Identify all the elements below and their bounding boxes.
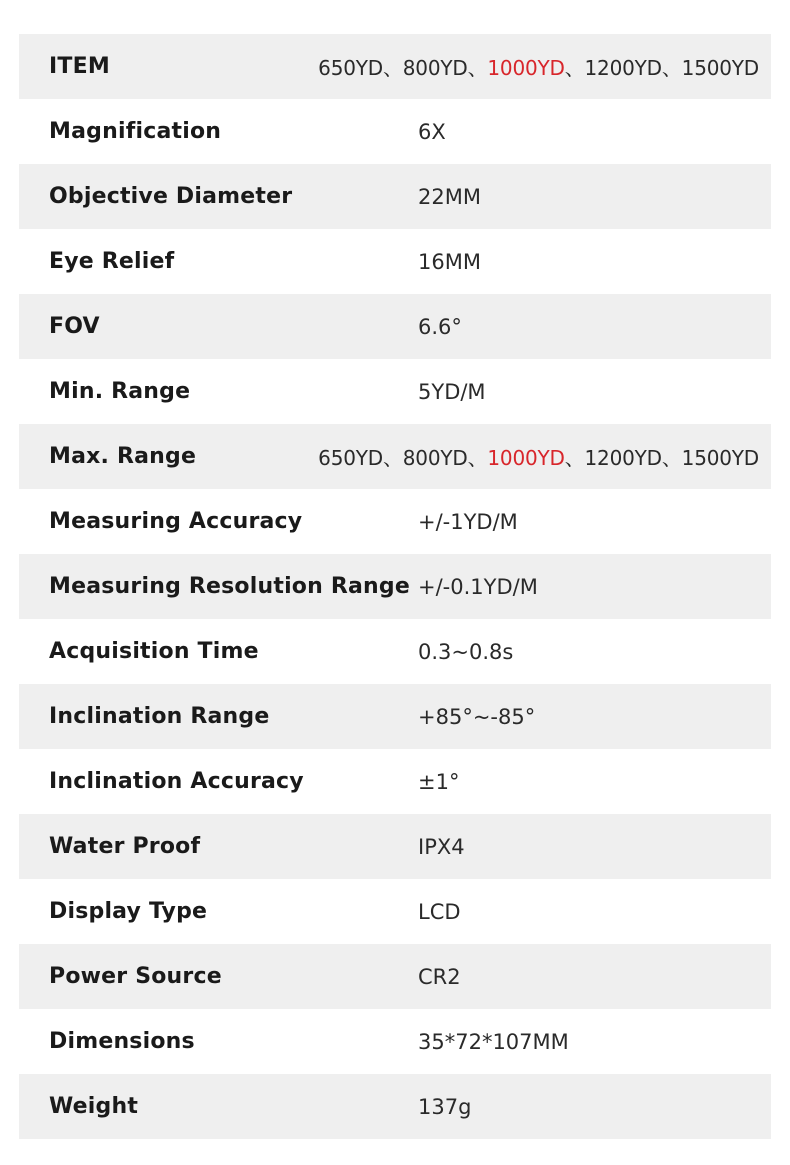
spec-label: FOV xyxy=(49,314,100,339)
spec-value: 0.3~0.8s xyxy=(418,639,514,664)
option-separator: 、 xyxy=(467,56,488,80)
spec-label: Water Proof xyxy=(49,834,201,859)
spec-row-inclination-range xyxy=(19,684,771,749)
option-800yd: 800YD xyxy=(402,56,468,80)
spec-value: 22MM xyxy=(418,184,481,209)
spec-value: ±1° xyxy=(418,769,460,794)
spec-value-options xyxy=(318,52,759,81)
spec-value: LCD xyxy=(418,899,461,924)
option-separator: 、 xyxy=(564,446,585,470)
option-1200yd: 1200YD xyxy=(584,446,662,470)
option-separator: 、 xyxy=(661,56,682,80)
spec-label: Measuring Resolution Range xyxy=(49,574,410,599)
option-separator: 、 xyxy=(382,56,403,80)
option-650yd: 650YD xyxy=(318,446,383,470)
option-separator: 、 xyxy=(661,446,682,470)
spec-value-options xyxy=(318,442,759,471)
spec-row-acquisition-time xyxy=(19,619,771,684)
option-650yd: 650YD xyxy=(318,56,383,80)
spec-label: Objective Diameter xyxy=(49,184,293,209)
spec-label: Max. Range xyxy=(49,444,197,469)
spec-row-power-source xyxy=(19,944,771,1009)
spec-row-water-proof xyxy=(19,814,771,879)
spec-row-max-range xyxy=(19,424,771,489)
spec-row-dimensions xyxy=(19,1009,771,1074)
spec-row-eye-relief xyxy=(19,229,771,294)
spec-row-min-range xyxy=(19,359,771,424)
spec-row-item xyxy=(19,34,771,99)
spec-row-weight xyxy=(19,1074,771,1139)
option-separator: 、 xyxy=(382,446,403,470)
spec-value: 6X xyxy=(418,119,446,144)
option-1500yd: 1500YD xyxy=(681,56,759,80)
spec-row-objective-diameter xyxy=(19,164,771,229)
spec-label: Eye Relief xyxy=(49,249,175,274)
spec-value: +/-1YD/M xyxy=(418,509,518,534)
spec-label: Display Type xyxy=(49,899,208,924)
spec-label: Inclination Range xyxy=(49,704,270,729)
spec-value: 16MM xyxy=(418,249,481,274)
option-1200yd: 1200YD xyxy=(584,56,662,80)
spec-row-measuring-accuracy xyxy=(19,489,771,554)
spec-label: ITEM xyxy=(49,54,110,79)
spec-label: Acquisition Time xyxy=(49,639,259,664)
option-separator: 、 xyxy=(564,56,585,80)
spec-label: Weight xyxy=(49,1094,139,1119)
spec-label: Min. Range xyxy=(49,379,191,404)
spec-label: Measuring Accuracy xyxy=(49,509,303,534)
option-separator: 、 xyxy=(467,446,488,470)
spec-value: 5YD/M xyxy=(418,379,486,404)
option-1000yd-highlighted: 1000YD xyxy=(487,446,565,470)
spec-label: Dimensions xyxy=(49,1029,195,1054)
spec-label: Magnification xyxy=(49,119,222,144)
spec-value: 137g xyxy=(418,1094,472,1119)
spec-value: CR2 xyxy=(418,964,461,989)
option-800yd: 800YD xyxy=(402,446,468,470)
spec-value: 35*72*107MM xyxy=(418,1029,569,1054)
spec-value: IPX4 xyxy=(418,834,465,859)
spec-label: Power Source xyxy=(49,964,222,989)
option-1000yd-highlighted: 1000YD xyxy=(487,56,565,80)
spec-value: +/-0.1YD/M xyxy=(418,574,538,599)
spec-table xyxy=(19,34,771,1139)
option-1500yd: 1500YD xyxy=(681,446,759,470)
spec-row-magnification xyxy=(19,99,771,164)
spec-value: 6.6° xyxy=(418,314,462,339)
spec-row-fov xyxy=(19,294,771,359)
spec-row-measuring-resolution-range xyxy=(19,554,771,619)
spec-label: Inclination Accuracy xyxy=(49,769,304,794)
spec-value: +85°~-85° xyxy=(418,704,536,729)
spec-row-inclination-accuracy xyxy=(19,749,771,814)
spec-row-display-type xyxy=(19,879,771,944)
